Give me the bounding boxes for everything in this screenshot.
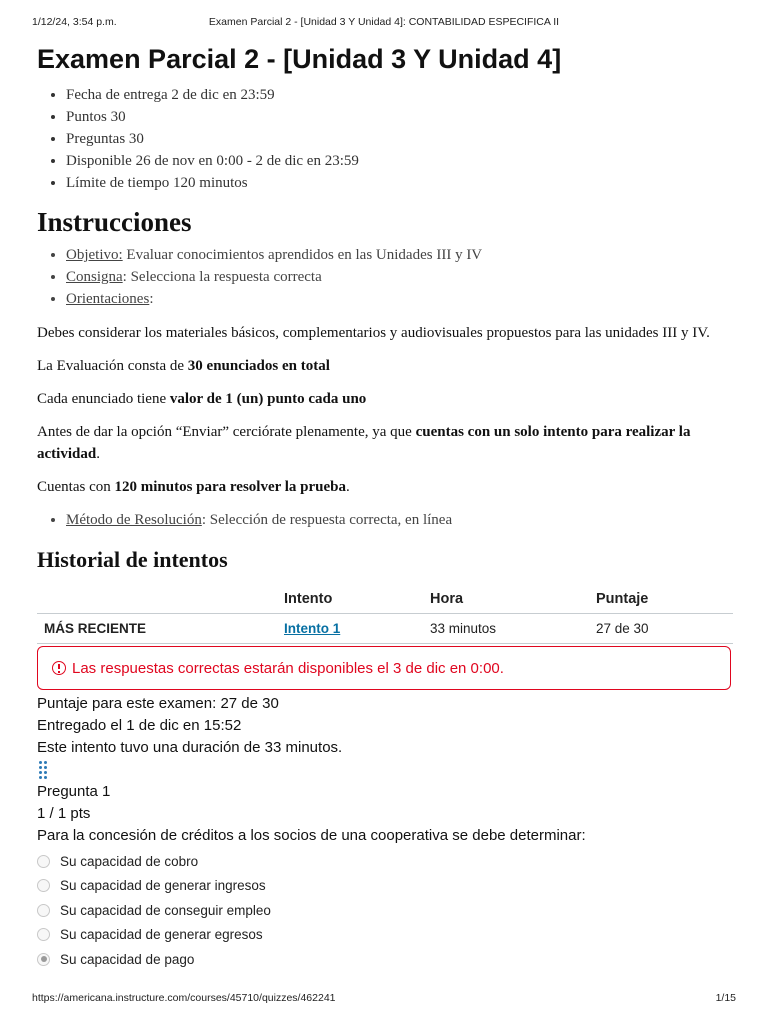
objective-item bbox=[66, 244, 733, 266]
drag-handle-icon[interactable] bbox=[37, 759, 733, 781]
materials-paragraph: Debes considerar los materiales básicos, complementarios y audiovisuales propuestos para las unidades III y IV. bbox=[37, 325, 710, 341]
answer-label: Su capacidad de generar ingresos bbox=[60, 878, 266, 894]
objective-label: Objetivo: bbox=[66, 247, 123, 263]
time-paragraph bbox=[37, 476, 733, 498]
page-number: 1/15 bbox=[715, 992, 736, 1004]
table-row bbox=[37, 614, 733, 644]
send-post: . bbox=[96, 446, 100, 462]
attempt-link[interactable]: Intento 1 bbox=[284, 621, 341, 636]
time-text: Cuentas con bbox=[37, 479, 115, 495]
orientation-label: Orientaciones bbox=[66, 291, 150, 307]
radio-icon[interactable] bbox=[37, 879, 50, 892]
send-text: Antes de dar la opción “Enviar” cerciórate plenamente, ya que bbox=[37, 424, 416, 440]
method-text: : Selección de respuesta correcta, en línea bbox=[201, 512, 453, 528]
print-page-title: Examen Parcial 2 - [Unidad 3 Y Unidad 4]: CONTABILIDAD ESPECIFICA II bbox=[208, 16, 560, 28]
answer-label: Su capacidad de generar egresos bbox=[60, 927, 263, 943]
quiz-score: Puntaje para este examen: 27 de 30 bbox=[37, 695, 279, 712]
orientation-text: : bbox=[149, 291, 154, 307]
availability: • Disponible 26 de nov en 0:00 - 2 de dic en 23:59 bbox=[66, 150, 733, 172]
submitted-date: Entregado el 1 de dic en 15:52 bbox=[37, 717, 242, 734]
warning-icon bbox=[52, 661, 66, 675]
answer-list bbox=[37, 849, 733, 972]
send-paragraph bbox=[37, 421, 733, 465]
radio-icon[interactable] bbox=[37, 953, 50, 966]
attempt-cell bbox=[277, 614, 423, 644]
quiz-details-list bbox=[37, 84, 733, 194]
question-title: Pregunta 1 bbox=[37, 783, 111, 800]
time-bold: 120 minutos para resolver la prueba bbox=[114, 479, 347, 495]
answer-option[interactable] bbox=[37, 898, 733, 923]
method-list bbox=[37, 509, 733, 531]
points: • Puntos 30 bbox=[66, 106, 733, 128]
orientation-item bbox=[66, 288, 733, 310]
attempt-duration: Este intento tuvo una duración de 33 minutos. bbox=[37, 739, 343, 756]
quiz-title: Examen Parcial 2 - [Unidad 3 Y Unidad 4] bbox=[37, 44, 562, 74]
answer-label: Su capacidad de cobro bbox=[60, 853, 199, 869]
column-header-attempt: Intento bbox=[277, 585, 423, 614]
radio-icon[interactable] bbox=[37, 928, 50, 941]
radio-icon[interactable] bbox=[37, 855, 50, 868]
most-recent-label: MÁS RECIENTE bbox=[37, 614, 277, 644]
value-bold: valor de 1 (un) punto cada uno bbox=[169, 391, 367, 407]
score-cell: 27 de 30 bbox=[589, 614, 733, 644]
answer-option[interactable] bbox=[37, 947, 733, 972]
question-points: 1 / 1 pts bbox=[37, 805, 91, 822]
send-bold: cuentas con un solo intento para realizar la actividad bbox=[37, 424, 691, 462]
instructions-heading: Instrucciones bbox=[37, 207, 192, 237]
value-paragraph bbox=[37, 388, 733, 410]
question-count: • Preguntas 30 bbox=[66, 128, 733, 150]
question-text: Para la concesión de créditos a los socios de una cooperativa se debe determinar: bbox=[37, 827, 586, 844]
due-date: • Fecha de entrega 2 de dic en 23:59 bbox=[66, 84, 733, 106]
answer-option[interactable] bbox=[37, 849, 733, 874]
column-header-empty bbox=[37, 585, 277, 614]
time-cell: 33 minutos bbox=[423, 614, 589, 644]
column-header-score: Puntaje bbox=[589, 585, 733, 614]
alert-text: Las respuestas correctas estarán disponibles el 3 de dic en 0:00. bbox=[72, 659, 504, 677]
radio-icon[interactable] bbox=[37, 904, 50, 917]
quiz-content bbox=[37, 40, 733, 972]
time-post: . bbox=[346, 479, 350, 495]
attempt-history-heading: Historial de intentos bbox=[37, 547, 228, 572]
page-url: https://americana.instructure.com/courses/45710/quizzes/462241 bbox=[32, 992, 336, 1004]
instructions-list bbox=[37, 244, 733, 310]
instruction-label: Consigna bbox=[66, 269, 123, 285]
evaluation-bold: 30 enunciados en total bbox=[187, 358, 330, 374]
instruction-item bbox=[66, 266, 733, 288]
method-item bbox=[66, 509, 733, 531]
instruction-text: : Selecciona la respuesta correcta bbox=[122, 269, 322, 285]
print-header bbox=[32, 16, 736, 30]
answer-label: Su capacidad de conseguir empleo bbox=[60, 902, 271, 918]
answer-label: Su capacidad de pago bbox=[60, 951, 195, 967]
print-footer bbox=[32, 992, 736, 1006]
attempt-history-table bbox=[37, 585, 733, 644]
method-label: Método de Resolución bbox=[66, 512, 202, 528]
evaluation-text: La Evaluación consta de bbox=[37, 358, 188, 374]
objective-text: Evaluar conocimientos aprendidos en las Unidades III y IV bbox=[122, 247, 483, 263]
answer-option[interactable] bbox=[37, 874, 733, 899]
print-date: 1/12/24, 3:54 p.m. bbox=[32, 16, 117, 28]
correct-answers-alert bbox=[37, 646, 731, 690]
table-header-row bbox=[37, 585, 733, 614]
answer-option[interactable] bbox=[37, 923, 733, 948]
evaluation-paragraph bbox=[37, 355, 733, 377]
column-header-time: Hora bbox=[423, 585, 589, 614]
value-text: Cada enunciado tiene bbox=[37, 391, 170, 407]
time-limit: • Límite de tiempo 120 minutos bbox=[66, 172, 733, 194]
